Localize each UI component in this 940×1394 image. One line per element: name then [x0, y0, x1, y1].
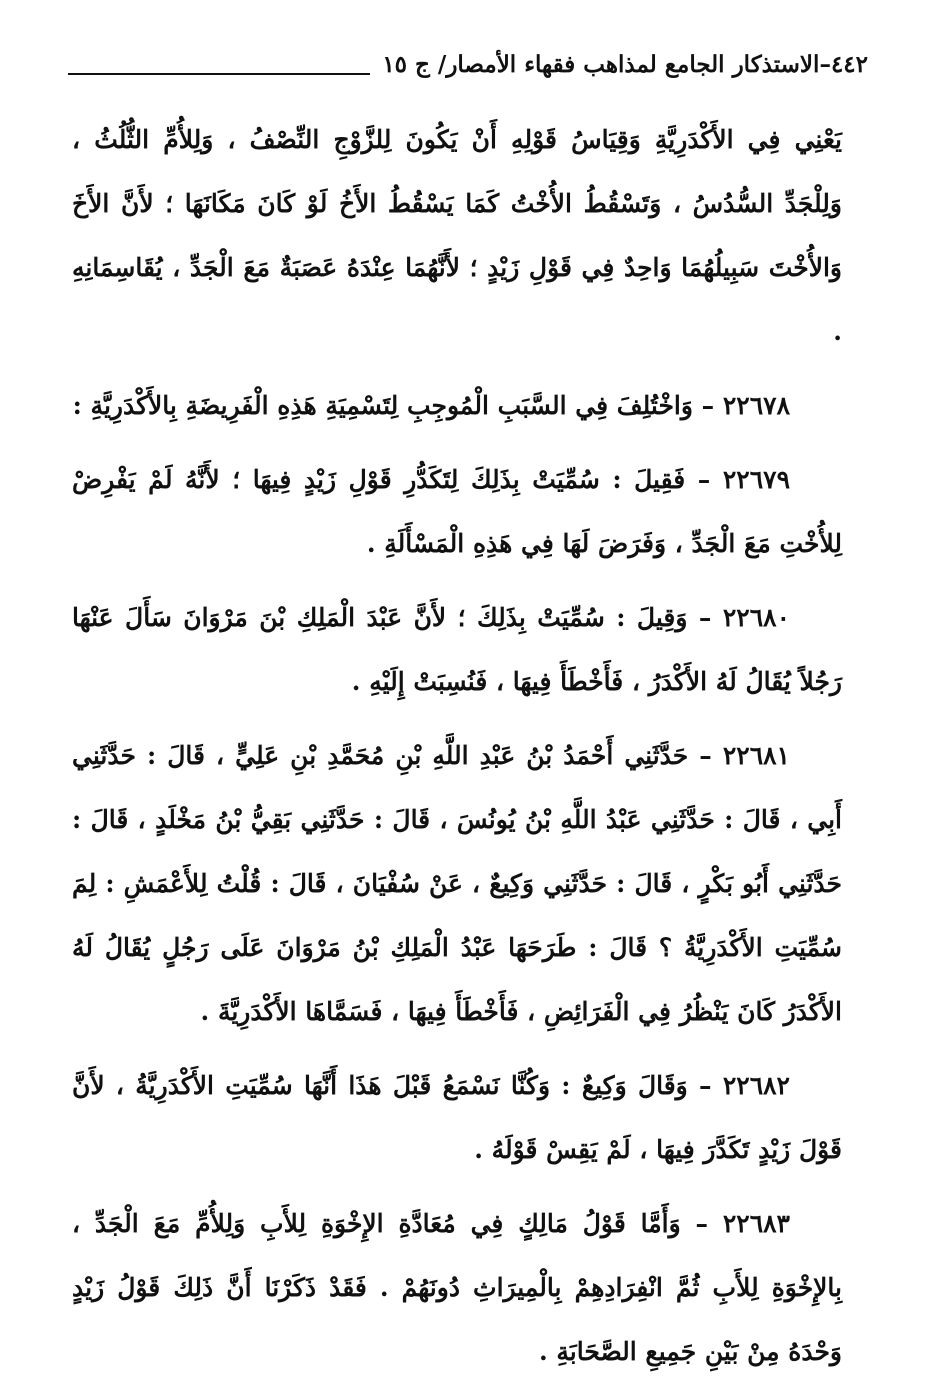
- paragraph-text: وَأَمَّا قَوْلُ مَالِكٍ فِي مُعَادَّةِ الإِخْوَةِ لِلأَبِ وَلِلأُمِّ مَعَ الْجَدِّ ، بِالإِخْوَةِ لِلأَبِ ثُمَّ انْفِرَادِهِمْ بِالْمِيرَاثِ دُونَهُمْ . فَقَدْ ذَكَرْنَا أَنَّ ذَلِكَ قَوْلُ زَيْدٍ وَحْدَهُ مِنْ بَيْنِ جَمِيعِ الصَّحَابَةِ .: [72, 1209, 842, 1366]
- header-separator: –: [819, 51, 831, 78]
- page-number: ٤٤٢: [830, 51, 868, 78]
- paragraph-number: ٢٢٦٨٠: [722, 603, 790, 632]
- paragraph-text: فَقِيلَ : سُمِّيَتْ بِذَلِكَ لِتَكَدُّرِ قَوْلِ زَيْدٍ فِيهَا ؛ لأَنَّهُ لَمْ يَفْرِضْ لِلأُخْتِ مَعَ الْجَدِّ ، وَفَرَضَ لَهَا فِي هَذِهِ الْمَسْأَلَةِ .: [72, 465, 842, 558]
- dash-separator: –: [680, 1209, 708, 1238]
- header-rule: [68, 73, 370, 75]
- paragraph-text: وَقِيلَ : سُمِّيَتْ بِذَلِكَ ؛ لأَنَّ عَبْدَ الْمَلِكِ بْنَ مَرْوَانَ سَأَلَ عَنْهَا رَجُلاً يُقَالُ لَهُ الأَكْدَرُ ، فَأَخْطَأَ فِيهَا ، فَنُسِبَتْ إِلَيْهِ .: [72, 603, 842, 696]
- paragraph-number: ٢٢٦٧٨: [722, 391, 790, 420]
- paragraph-number: ٢٢٦٨٢: [722, 1071, 790, 1100]
- paragraph-number: ٢٢٦٨٣: [722, 1209, 790, 1238]
- running-header: [68, 48, 868, 82]
- paragraph-22680: [72, 586, 842, 714]
- dash-separator: –: [687, 1071, 712, 1100]
- paragraph-text: وَاخْتُلِفَ فِي السَّبَبِ الْمُوجِبِ لِتَسْمِيَةِ هَذِهِ الْفَرِيضَةِ بِالأَكْدَرِيَّةِ :: [72, 391, 693, 420]
- paragraph-22681: [72, 724, 842, 1044]
- volume-number: / ج ١٥: [382, 51, 447, 78]
- paragraph-22683: [72, 1192, 842, 1384]
- paragraph-number: ٢٢٦٧٩: [722, 465, 790, 494]
- paragraph-text: حَدَّثَنِي أَحْمَدُ بْنُ عَبْدِ اللَّهِ بْنِ مُحَمَّدِ بْنِ عَلِيٍّ ، قَالَ : حَدَّثَنِي أَبِي ، قَالَ : حَدَّثَنِي عَبْدُ اللَّهِ بْنُ يُونُسَ ، قَالَ : حَدَّثَنِي بَقِيُّ بْنُ مَخْلَدٍ ، قَالَ : حَدَّثَنِي أَبُو بَكْرٍ ، قَالَ : حَدَّثَنِي وَكِيعٌ ، عَنْ سُفْيَانَ ، قَالَ : قُلْتُ لِلأَعْمَشِ : لِمَ سُمِّيَتِ الأَكْدَرِيَّةُ ؟ قَالَ : طَرَحَهَا عَبْدُ الْمَلِكِ بْنُ مَرْوَانَ عَلَى رَجُلٍ يُقَالُ لَهُ الأَكْدَرُ كَانَ يَنْظُرُ فِي الْفَرَائِضِ ، فَأَخْطَأَ فِيهَا ، فَسَمَّاهَا الأَكْدَرِيَّةَ .: [72, 741, 843, 1026]
- text-body: [72, 108, 842, 1394]
- paragraph-number: ٢٢٦٨١: [722, 741, 790, 770]
- dash-separator: –: [688, 741, 712, 770]
- paragraph-22679: [72, 448, 842, 576]
- dash-separator: –: [685, 465, 711, 494]
- dash-separator: –: [687, 603, 712, 632]
- paragraph-text: وَقَالَ وَكِيعٌ : وَكُنَّا نَسْمَعُ قَبْلَ هَذَا أَنَّهَا سُمِّيَتِ الأَكْدَرِيَّةُ ، لأَنَّ قَوْلَ زَيْدٍ تَكَدَّرَ فِيهَا ، لَمْ يَقِسْ قَوْلَهُ .: [72, 1071, 842, 1164]
- paragraph-22682: [72, 1054, 842, 1182]
- paragraph-22678: [72, 374, 842, 438]
- book-title: الاستذكار الجامع لمذاهب فقهاء الأمصار: [446, 51, 820, 78]
- paragraph-text: يَعْنِي فِي الأَكْدَرِيَّةِ وَقِيَاسُ قَوْلِهِ أَنْ يَكُونَ لِلزَّوْجِ النِّصْفُ ، وَلِلأُمِّ الثُّلُثُ ، وَلِلْجَدِّ السُّدُسُ ، وَتَسْقُطُ الأُخْتُ كَمَا يَسْقُطُ الأَخُ لَوْ كَانَ مَكَانَهَا ؛ لأَنَّ الأَخَ وَالأُخْتَ سَبِيلُهُمَا وَاحِدٌ فِي قَوْلِ زَيْدٍ ؛ لأَنَّهُمَا عِنْدَهُ عَصَبَةٌ مَعَ الْجَدِّ ، يُقَاسِمَانِهِ .: [72, 125, 842, 346]
- paragraph-continued: [72, 108, 842, 364]
- dash-separator: –: [692, 391, 715, 420]
